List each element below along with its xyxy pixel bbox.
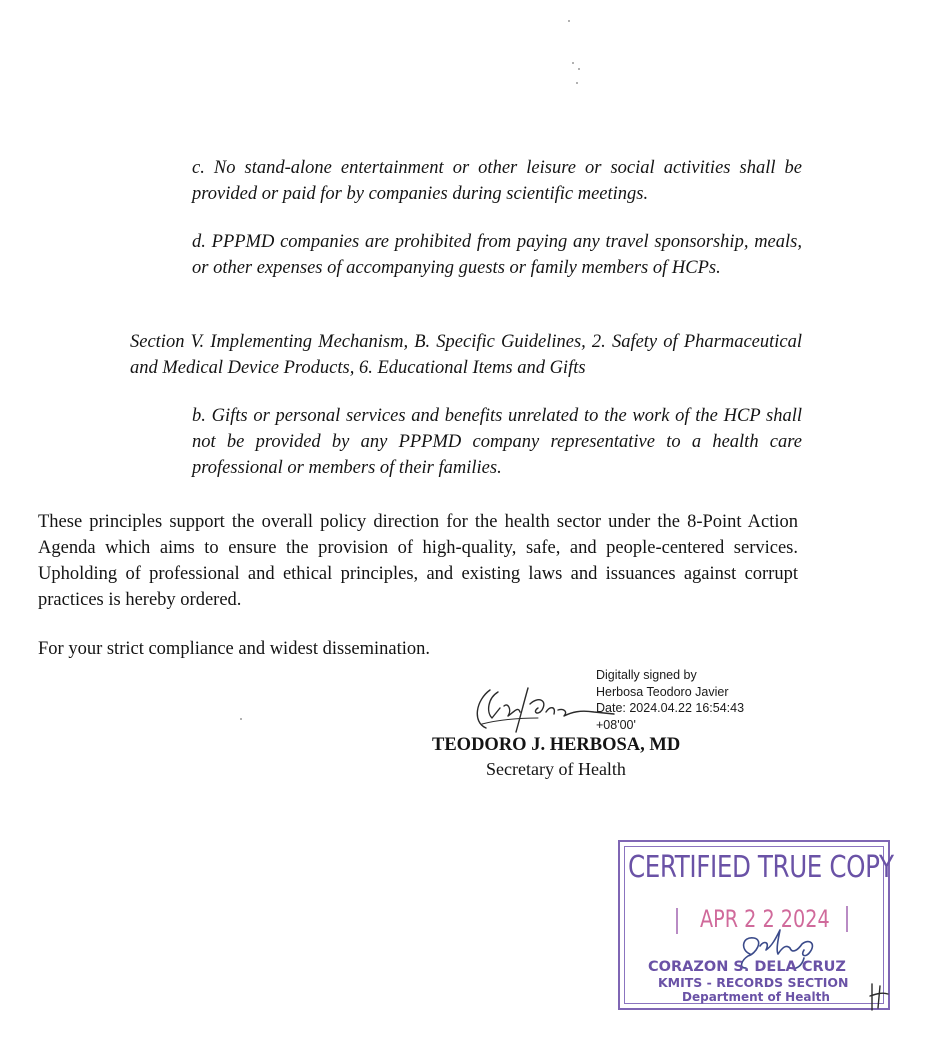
digital-signature-line: +08'00' — [596, 717, 636, 732]
signatory-name: TEODORO J. HERBOSA, MD — [432, 735, 681, 755]
scan-speck — [572, 62, 574, 64]
section-reference: Section V. Implementing Mechanism, B. Specific Guidelines, 2. Safety of Pharmaceutical and Medical Device Products, 6. Educational Items and Gifts — [130, 332, 802, 378]
stamp-department: Department of Health — [682, 990, 830, 1004]
stamp-divider — [846, 906, 848, 932]
digital-signature-block — [596, 667, 744, 733]
digital-signature-line: Herbosa Teodoro Javier — [596, 684, 729, 699]
digital-signature-line: Date: 2024.04.22 16:54:43 — [596, 701, 745, 715]
guideline-item-d: d. PPPMD companies are prohibited from paying any travel sponsorship, meals, or other expenses of accompanying guests or family members of HCPs. — [192, 232, 802, 278]
margin-initial-mark — [866, 980, 892, 1014]
stamp-officer-name: CORAZON S. DELA CRUZ — [648, 959, 846, 975]
scan-speck — [576, 82, 578, 84]
stamp-unit: KMITS - RECORDS SECTION — [658, 975, 849, 990]
handwritten-signature — [468, 682, 618, 740]
scan-speck — [568, 20, 570, 22]
closing-statement: For your strict compliance and widest dissemination. — [38, 639, 431, 659]
scan-speck — [240, 718, 242, 720]
guideline-item-c: c. No stand-alone entertainment or other leisure or social activities shall be provided or paid for by companies during scientific meetings. — [192, 158, 802, 204]
policy-paragraph: These principles support the overall policy direction for the health sector under the 8-Point Action Agenda which aims to ensure the provision of high-quality, safe, and people-centered services. Upholding of professional and ethical principles, and existing laws and issuances against corrupt practices is hereby ordered. — [38, 512, 798, 610]
certified-true-copy-stamp — [618, 840, 894, 1010]
guideline-item-b: b. Gifts or personal services and benefits unrelated to the work of the HCP shall not be provided by any PPPMD company representative to a health care professional or members of their families. — [192, 406, 802, 478]
stamp-date: APR 2 2 2024 — [700, 905, 830, 933]
stamp-title: CERTIFIED TRUE COPY — [628, 850, 894, 885]
stamp-divider — [676, 908, 678, 934]
scan-speck — [578, 68, 580, 70]
digital-signature-line: Digitally signed by — [596, 668, 697, 682]
signatory-title: Secretary of Health — [486, 759, 626, 779]
